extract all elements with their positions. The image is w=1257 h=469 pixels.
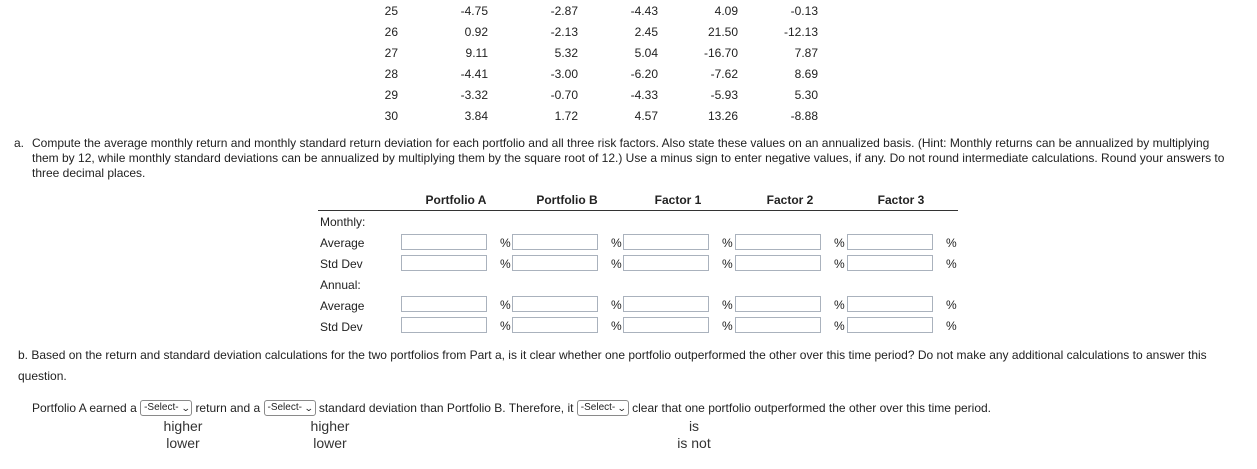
table-row [0, 109, 1257, 129]
percent-sign: % [946, 257, 957, 271]
row-month: 27 [384, 46, 398, 60]
return-select[interactable] [140, 400, 192, 416]
monthly-average-portfolio-a-input[interactable] [401, 234, 487, 250]
monthly-average-label: Average [320, 236, 365, 250]
clarity-select-label: -Select- [580, 402, 616, 413]
table-cell: 0.92 [464, 25, 488, 39]
table-cell: -16.70 [703, 46, 738, 60]
table-cell: 9.11 [465, 46, 488, 60]
row-month: 28 [384, 67, 398, 81]
percent-sign: % [611, 319, 622, 333]
monthly-std-label: Std Dev [320, 257, 363, 271]
chevron-down-icon: ⌄ [617, 403, 627, 413]
percent-sign: % [946, 319, 957, 333]
header-factor-3: Factor 3 [877, 193, 925, 207]
percent-sign: % [500, 257, 511, 271]
clarity-option-is-not[interactable]: is not [677, 435, 711, 451]
row-month: 30 [384, 109, 398, 123]
table-cell: -6.20 [630, 67, 658, 81]
table-cell: 7.87 [794, 46, 818, 60]
sentence-part-1: Portfolio A earned a [32, 401, 137, 415]
stddev-option-higher[interactable]: higher [310, 418, 350, 434]
annual-std-label: Std Dev [320, 320, 363, 334]
monthly-average-factor-3-input[interactable] [847, 234, 933, 250]
monthly-std-factor-3-input[interactable] [847, 255, 933, 271]
row-month: 29 [384, 88, 398, 102]
part-b-text: Based on the return and standard deviation calculations for the two portfolios from Part a, is it clear whether one portfolio outperformed the other over this time period? Do not make any additional calculations to answer this question. [18, 348, 1207, 383]
annual-average-portfolio-a-input[interactable] [401, 296, 487, 312]
percent-sign: % [500, 236, 511, 250]
part-a-instructions [14, 136, 1239, 181]
row-month: 25 [384, 4, 398, 18]
table-row [0, 25, 1257, 45]
table-cell: 1.72 [554, 109, 578, 123]
annual-average-label: Average [320, 299, 365, 313]
monthly-label: Monthly: [320, 215, 366, 229]
clarity-select[interactable] [577, 400, 629, 416]
table-cell: 21.50 [707, 25, 738, 39]
table-row [0, 88, 1257, 108]
stddev-option-lower[interactable]: lower [313, 435, 347, 451]
table-cell: -2.13 [550, 25, 578, 39]
percent-sign: % [611, 298, 622, 312]
percent-sign: % [722, 236, 733, 250]
sentence-part-2: return and a [195, 401, 261, 415]
percent-sign: % [611, 257, 622, 271]
annual-label: Annual: [320, 278, 361, 292]
table-cell: 8.69 [794, 67, 818, 81]
header-portfolio-a: Portfolio A [425, 193, 487, 207]
monthly-std-factor-2-input[interactable] [735, 255, 821, 271]
table-row [0, 67, 1257, 87]
return-select-label: -Select- [144, 402, 179, 413]
table-row [0, 4, 1257, 24]
header-factor-1: Factor 1 [654, 193, 702, 207]
percent-sign: % [834, 236, 845, 250]
table-cell: 4.57 [634, 109, 658, 123]
stddev-select-label: -Select- [267, 402, 302, 413]
part-b-instructions [18, 345, 1238, 387]
percent-sign: % [500, 298, 511, 312]
part-a-label: a. [14, 136, 25, 150]
table-cell: 2.45 [634, 25, 658, 39]
clarity-option-is[interactable]: is [688, 418, 700, 434]
annual-average-factor-1-input[interactable] [623, 296, 709, 312]
percent-sign: % [722, 257, 733, 271]
table-cell: -2.87 [550, 4, 578, 18]
monthly-std-portfolio-b-input[interactable] [512, 255, 598, 271]
return-option-higher[interactable]: higher [163, 418, 203, 434]
table-cell: -4.33 [630, 88, 658, 102]
percent-sign: % [722, 298, 733, 312]
table-cell: 5.30 [794, 88, 818, 102]
conclusion-sentence [32, 400, 991, 418]
annual-std-factor-1-input[interactable] [623, 317, 709, 333]
table-cell: -4.43 [630, 4, 658, 18]
percent-sign: % [500, 319, 511, 333]
annual-std-factor-2-input[interactable] [735, 317, 821, 333]
annual-std-portfolio-a-input[interactable] [401, 317, 487, 333]
table-row [0, 46, 1257, 66]
monthly-std-factor-1-input[interactable] [623, 255, 709, 271]
table-cell: -4.75 [460, 4, 488, 18]
row-month: 26 [384, 25, 398, 39]
monthly-average-factor-2-input[interactable] [735, 234, 821, 250]
monthly-average-factor-1-input[interactable] [623, 234, 709, 250]
part-b-label: b. [18, 348, 29, 362]
percent-sign: % [946, 298, 957, 312]
sentence-part-3: standard deviation than Portfolio B. Therefore, it [318, 401, 574, 415]
table-cell: -0.13 [790, 4, 818, 18]
table-cell: -3.32 [460, 88, 488, 102]
annual-std-factor-3-input[interactable] [847, 317, 933, 333]
annual-average-factor-3-input[interactable] [847, 296, 933, 312]
header-portfolio-b: Portfolio B [536, 193, 598, 207]
table-cell: 4.09 [714, 4, 738, 18]
part-a-text: Compute the average monthly return and monthly standard return deviation for each portfolio and all three risk factors. Also state these values on an annualized basis. (Hint: Monthly returns can be annualized by multiplying them by 12, while monthly standard deviations can be annualized by multiplying them by the square root of 12.) Use a minus sign to enter negative values, if any. Do not round intermediate calculations. Round your answers to three decimal places. [32, 136, 1225, 180]
percent-sign: % [834, 319, 845, 333]
table-cell: -7.62 [710, 67, 738, 81]
table-cell: -0.70 [550, 88, 578, 102]
percent-sign: % [946, 236, 957, 250]
table-cell: -3.00 [550, 67, 578, 81]
table-cell: -4.41 [460, 67, 488, 81]
annual-average-factor-2-input[interactable] [735, 296, 821, 312]
percent-sign: % [834, 298, 845, 312]
monthly-std-portfolio-a-input[interactable] [401, 255, 487, 271]
percent-sign: % [611, 236, 622, 250]
stddev-select[interactable] [264, 400, 316, 416]
chevron-down-icon: ⌄ [180, 403, 191, 413]
return-option-lower[interactable]: lower [166, 435, 200, 451]
table-cell: 13.26 [707, 109, 738, 123]
annual-std-portfolio-b-input[interactable] [512, 317, 598, 333]
percent-sign: % [834, 257, 845, 271]
monthly-average-portfolio-b-input[interactable] [512, 234, 598, 250]
percent-sign: % [722, 319, 733, 333]
chevron-down-icon: ⌄ [303, 403, 314, 413]
table-cell: -12.13 [783, 25, 818, 39]
sentence-part-4: clear that one portfolio outperformed the other over this time period. [632, 401, 992, 415]
table-cell: 3.84 [464, 109, 488, 123]
annual-average-portfolio-b-input[interactable] [512, 296, 598, 312]
header-divider [318, 210, 958, 211]
table-cell: 5.04 [634, 46, 658, 60]
table-cell: 5.32 [554, 46, 578, 60]
table-cell: -5.93 [710, 88, 738, 102]
table-cell: -8.88 [790, 109, 818, 123]
header-factor-2: Factor 2 [766, 193, 814, 207]
